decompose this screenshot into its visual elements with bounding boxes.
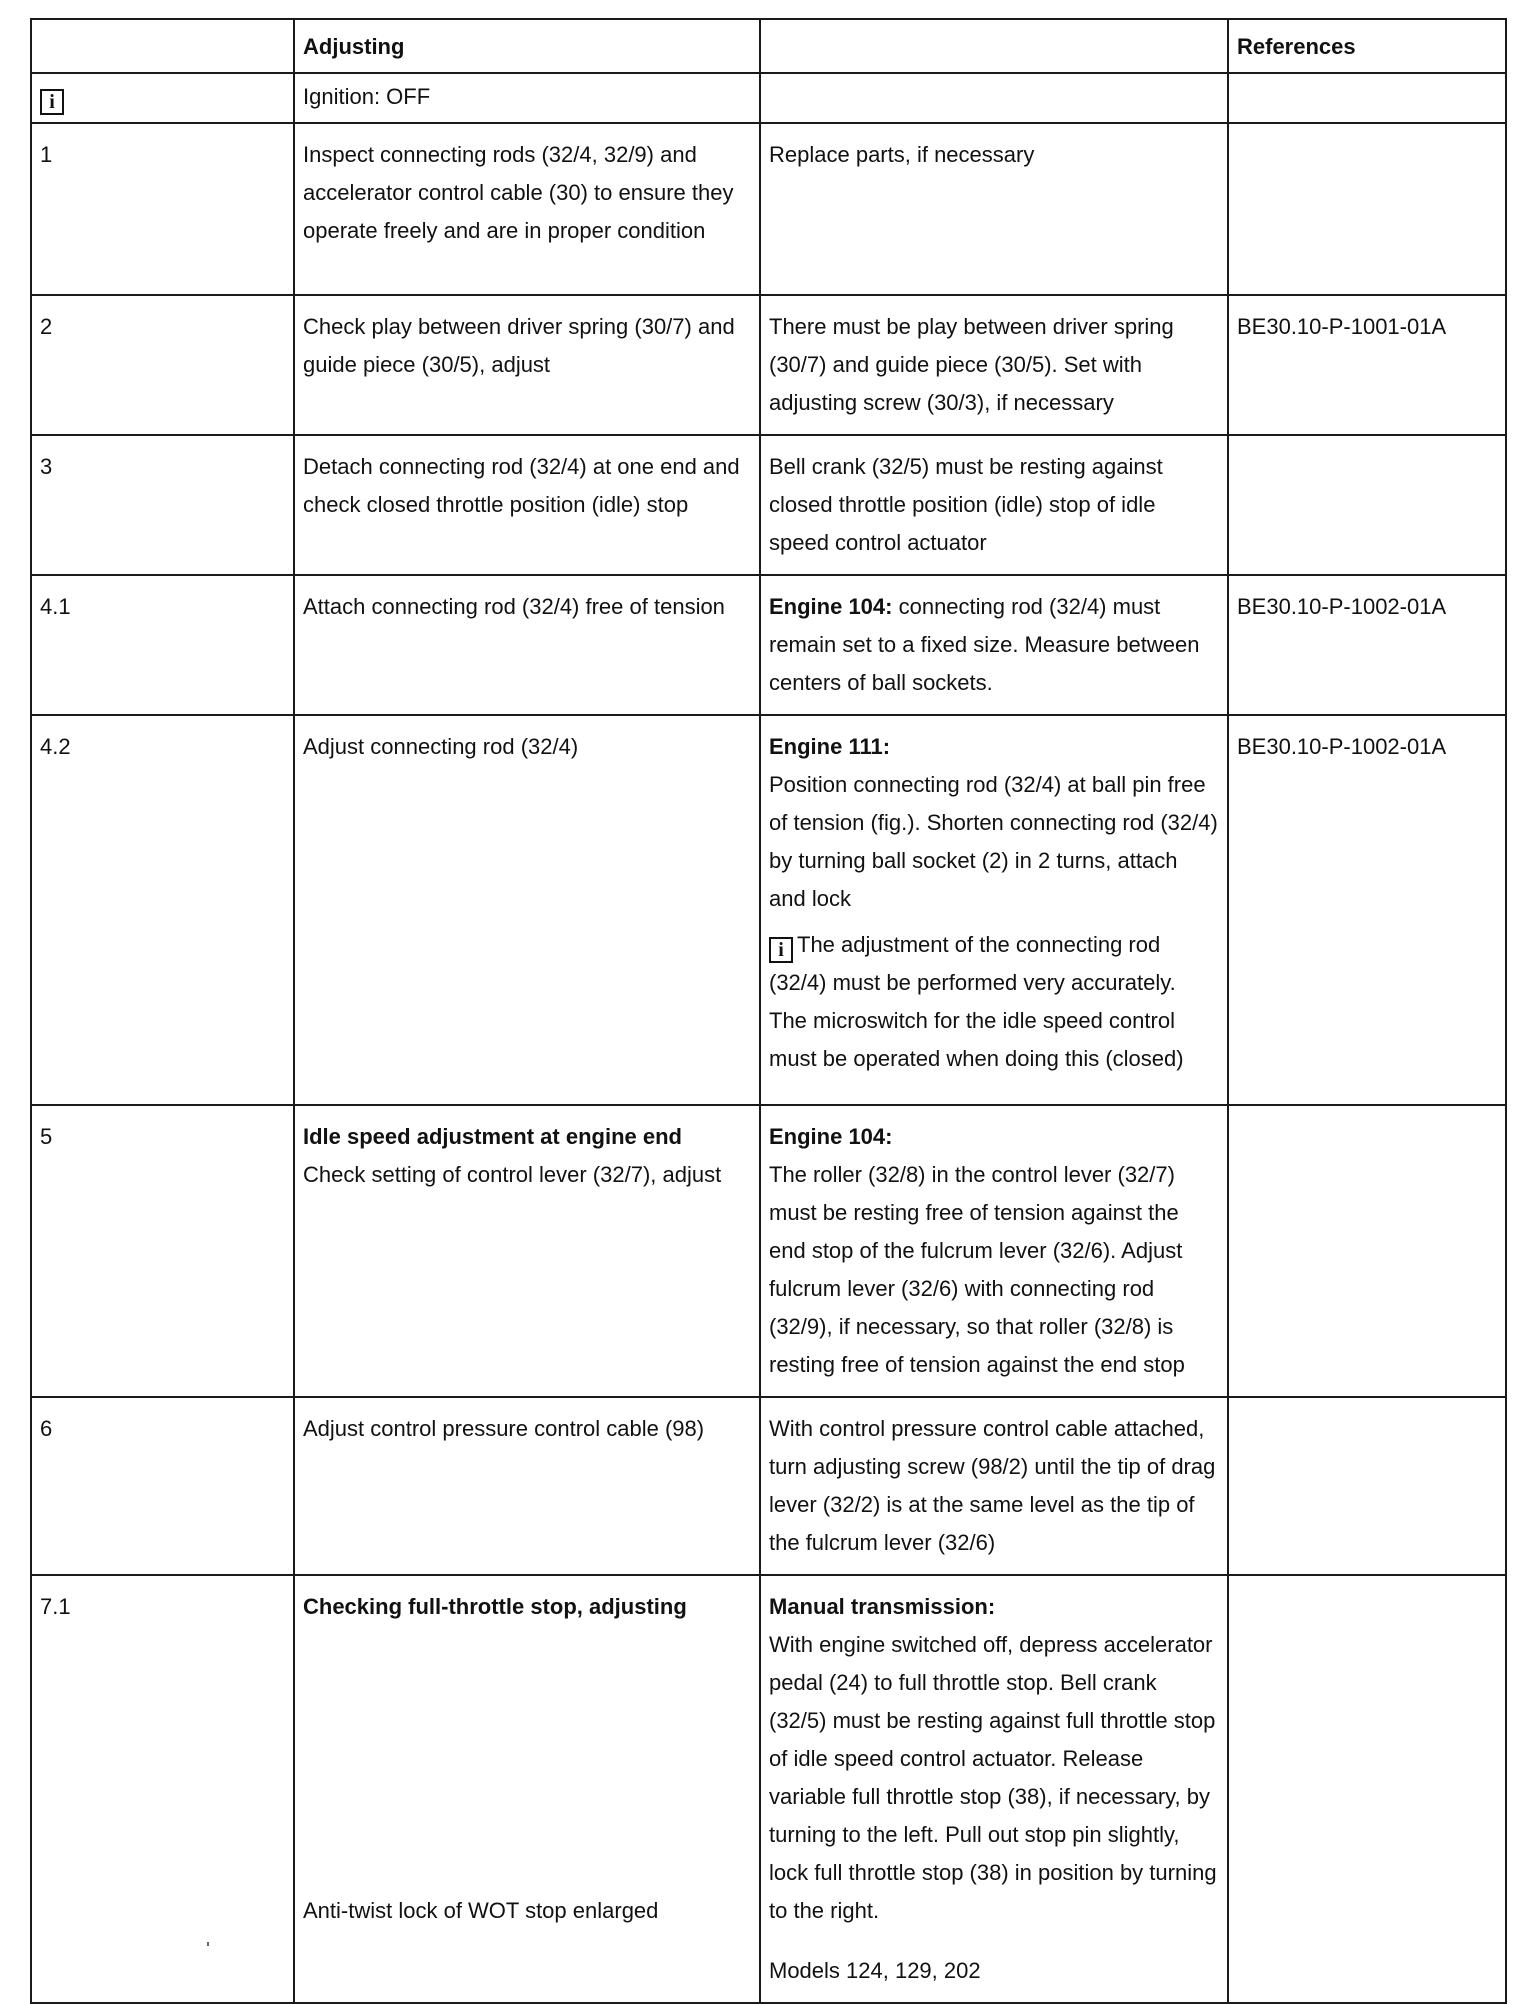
procedure-sheet [30,18,1505,2004]
step-number: 3 [31,435,294,575]
step-note-text: The roller (32/8) in the control lever (32/7) must be resting free of tension against the end stop of the fulcrum lever (32/6). Adjust fulcrum lever (32/6) with connecting rod (32/9), if necessary, so that roller (32/8) is resting free of tension against the end stop [769,1162,1185,1377]
step-reference [1228,1105,1506,1397]
step-note-text: connecting rod (32/4) must remain set to a fixed size. Measure between centers of ball sockets. [769,594,1200,695]
table-row [31,1575,1506,2003]
header-adjusting: Adjusting [294,19,760,73]
step-note [760,1575,1228,2003]
table-row [31,715,1506,1105]
step-action-heading: Checking full-throttle stop, adjusting [303,1594,687,1619]
ignition-icon-cell [31,73,294,123]
table-row [31,1397,1506,1575]
step-note: With control pressure control cable attached, turn adjusting screw (98/2) until the tip of drag lever (32/2) is at the same level as the tip of the fulcrum lever (32/6) [760,1397,1228,1575]
step-action-heading: Idle speed adjustment at engine end [303,1124,682,1149]
header-notes [760,19,1228,73]
step-action: Adjust control pressure control cable (98) [294,1397,760,1575]
step-action: Attach connecting rod (32/4) free of tension [294,575,760,715]
table-row [31,435,1506,575]
step-number: 7.1 [31,1575,294,2003]
step-action: Detach connecting rod (32/4) at one end and check closed throttle position (idle) stop [294,435,760,575]
engine-label: Engine 104: [769,1124,893,1149]
ignition-note [760,73,1228,123]
step-number: 2 [31,295,294,435]
step-reference [1228,123,1506,295]
step-note: Replace parts, if necessary [760,123,1228,295]
step-number: 1 [31,123,294,295]
step-action [294,1575,760,2003]
ignition-row [31,73,1506,123]
step-action-text: Check setting of control lever (32/7), adjust [303,1162,722,1187]
table-row [31,295,1506,435]
table-row [31,123,1506,295]
info-note [769,926,1219,1078]
step-reference: BE30.10-P-1002-01A [1228,715,1506,1105]
step-reference: BE30.10-P-1002-01A [1228,575,1506,715]
step-number: 6 [31,1397,294,1575]
step-note-text: Position connecting rod (32/4) at ball pin free of tension (fig.). Shorten connecting rod (32/4) by turning ball socket (2) in 2 turns, attach and lock [769,772,1218,911]
header-step [31,19,294,73]
step-note [760,575,1228,715]
scan-speck [207,1942,209,1946]
step-note [760,1105,1228,1397]
info-icon: i [40,89,64,115]
info-note-text: The adjustment of the connecting rod (32/4) must be performed very accurately. The microswitch for the idle speed control must be operated when doing this (closed) [769,932,1184,1071]
step-number: 4.1 [31,575,294,715]
step-note [760,715,1228,1105]
step-note: There must be play between driver spring (30/7) and guide piece (30/5). Set with adjusting screw (30/3), if necessary [760,295,1228,435]
info-icon: i [769,937,793,963]
step-action: Check play between driver spring (30/7) and guide piece (30/5), adjust [294,295,760,435]
step-reference [1228,1397,1506,1575]
ignition-ref [1228,73,1506,123]
engine-label: Engine 104: [769,594,893,619]
step-reference [1228,1575,1506,2003]
step-number: 5 [31,1105,294,1397]
table-header-row [31,19,1506,73]
models-text: Models 124, 129, 202 [769,1958,981,1983]
step-reference [1228,435,1506,575]
header-references: References [1228,19,1506,73]
engine-label: Engine 111: [769,734,891,759]
table-row [31,1105,1506,1397]
ignition-text: Ignition: OFF [294,73,760,123]
step-number: 4.2 [31,715,294,1105]
step-note-text: With engine switched off, depress accelerator pedal (24) to full throttle stop. Bell crank (32/5) must be resting against full throttle stop of idle speed control actuator. Release variable full throttle stop (38), if necessary, by turning to the left. Pull out stop pin slightly, lock full throttle stop (38) in position by turning to the right. [769,1632,1217,1923]
table-row [31,575,1506,715]
step-action: Adjust connecting rod (32/4) [294,715,760,1105]
step-reference: BE30.10-P-1001-01A [1228,295,1506,435]
spacer [303,1626,751,1892]
step-action: Inspect connecting rods (32/4, 32/9) and accelerator control cable (30) to ensure they operate freely and are in proper condition [294,123,760,295]
step-action-extra: Anti-twist lock of WOT stop enlarged [303,1898,659,1923]
procedure-table [30,18,1507,2004]
step-action [294,1105,760,1397]
transmission-label: Manual transmission: [769,1594,996,1619]
step-note: Bell crank (32/5) must be resting against closed throttle position (idle) stop of idle speed control actuator [760,435,1228,575]
